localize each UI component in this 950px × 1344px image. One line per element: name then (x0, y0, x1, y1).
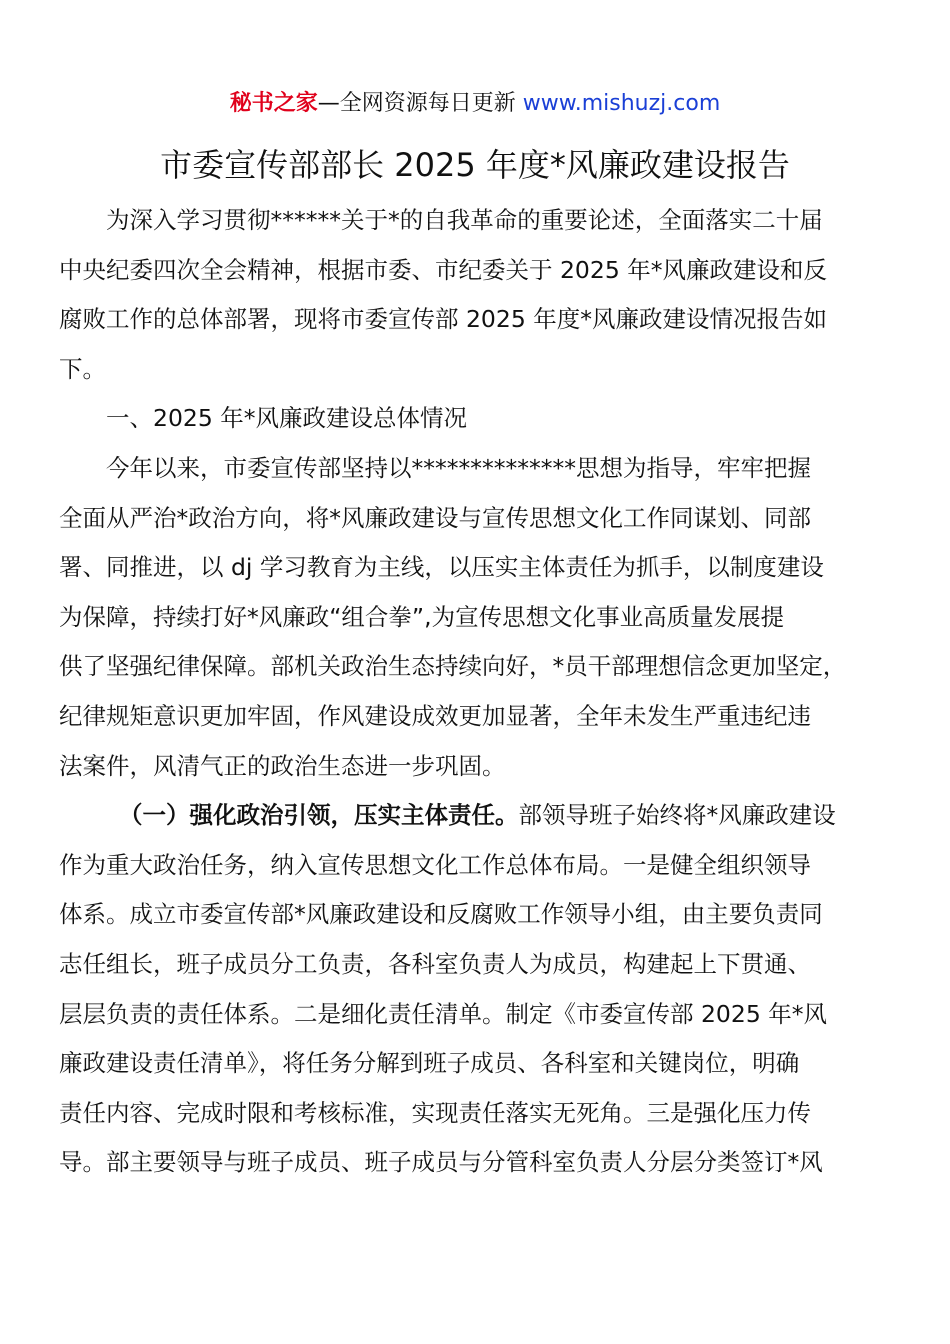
paragraph-line: 层层负责的责任体系。二是细化责任清单。制定《市委宣传部 2025 年*风 (59, 999, 827, 1028)
paragraph-line: 下。 (59, 354, 106, 383)
paragraph-line: 纪律规矩意识更加牢固，作风建设成效更加显著，全年未发生严重违纪违 (59, 701, 811, 730)
paragraph-line: 责任内容、完成时限和考核标准，实现责任落实无死角。三是强化压力传 (59, 1098, 811, 1127)
document-title: 市委宣传部部长 2025 年度*风廉政建设报告 (160, 146, 790, 184)
paragraph-line: 全面从严治*政治方向，将*风廉政建设与宣传思想文化工作同谋划、同部 (59, 503, 811, 532)
subsection-line (59, 791, 891, 841)
paragraph-line: 为深入学习贯彻******关于*的自我革命的重要论述，全面落实二十届 (106, 206, 823, 234)
paragraph-line: 供了坚强纪律保障。部机关政治生态持续向好，*员干部理想信念更加坚定， (59, 652, 847, 681)
paragraph-line: 作为重大政治任务，纳入宣传思想文化工作总体布局。一是健全组织领导 (59, 850, 811, 879)
section-heading: 一、2025 年*风廉政建设总体情况 (106, 404, 468, 433)
site-brand: 秘书之家 (229, 91, 318, 116)
paragraph-line: 中央纪委四次全会精神，根据市委、市纪委关于 2025 年*风廉政建设和反 (59, 255, 827, 284)
paragraph-line: 廉政建设责任清单》，将任务分解到班子成员、各科室和关键岗位，明确 (59, 1049, 800, 1078)
site-url-link[interactable]: www.mishuzj.com (522, 91, 721, 116)
paragraph-line: 腐败工作的总体部署，现将市委宣传部 2025 年度*风廉政建设情况报告如 (59, 305, 827, 334)
site-slogan: —全网资源每日更新 (317, 91, 516, 116)
document-body (59, 196, 891, 1188)
paragraph-line: 志任组长，班子成员分工负责，各科室负责人为成员，构建起上下贯通、 (59, 949, 811, 978)
paragraph-line: 法案件，风清气正的政治生态进一步巩固。 (59, 751, 506, 780)
paragraph-text: 部领导班子始终将*风廉政建设 (518, 801, 836, 830)
site-header (0, 88, 950, 120)
paragraph-line: 导。部主要领导与班子成员、班子成员与分管科室负责人分层分类签订*风 (59, 1148, 823, 1177)
subsection-heading: （一）强化政治引领，压实主体责任。 (119, 801, 519, 830)
paragraph-line: 今年以来，市委宣传部坚持以**************思想为指导，牢牢把握 (106, 453, 811, 482)
paragraph-line: 署、同推进，以 dj 学习教育为主线，以压实主体责任为抓手，以制度建设 (59, 553, 824, 582)
paragraph-line: 体系。成立市委宣传部*风廉政建设和反腐败工作领导小组，由主要负责同 (59, 900, 823, 929)
paragraph-line: 为保障，持续打好*风廉政“组合拳”,为宣传思想文化事业高质量发展提 (59, 602, 785, 631)
